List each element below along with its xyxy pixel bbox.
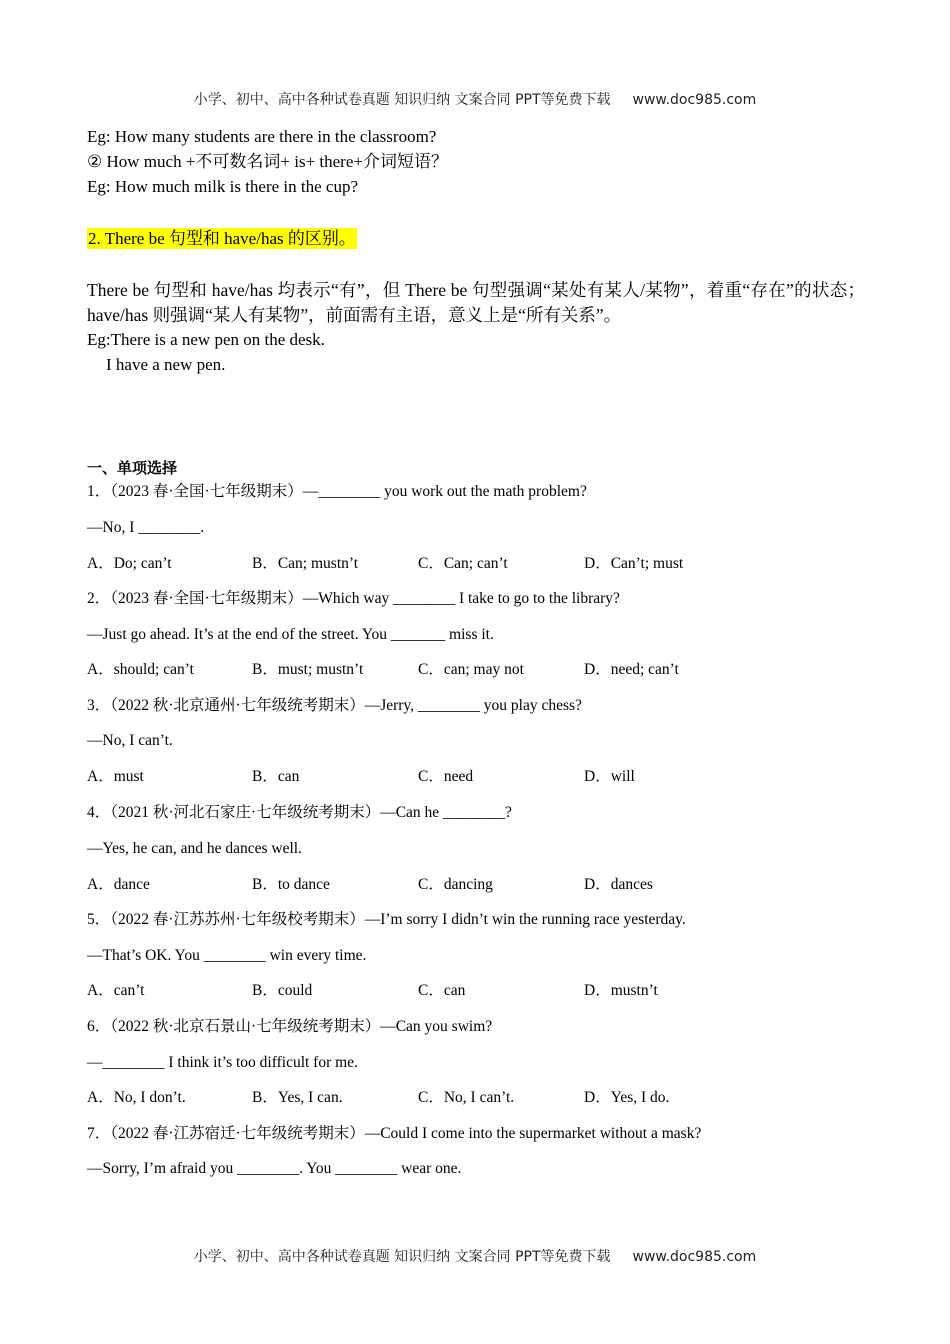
q3-option-a: A．must <box>87 768 144 785</box>
page-footer <box>0 1246 950 1266</box>
question-6-answer: —________ I think it’s too difficult for me. <box>87 1054 358 1071</box>
q6-option-b: B．Yes, I can. <box>252 1089 343 1106</box>
question-3: 3．（2022 秋·北京通州·七年级统考期末）—Jerry, ________ you play chess? <box>87 697 582 714</box>
question-1: 1．（2023 春·全国·七年级期末）—________ you work out the math problem? <box>87 483 587 500</box>
intro-line-1: Eg: How many students are there in the classroom? <box>87 127 437 146</box>
example-2: I have a new pen. <box>106 355 226 374</box>
q2-option-b: B．must; mustn’t <box>252 661 364 678</box>
q4-option-b: B．to dance <box>252 876 330 893</box>
intro-line-2: ② How much +不可数名词+ is+ there+介词短语？ <box>87 152 448 171</box>
q4-option-d: D．dances <box>584 876 653 893</box>
footer-url[interactable]: www.doc985.com <box>632 1249 757 1265</box>
q5-option-c: C．can <box>418 982 466 999</box>
q3-option-b: B．can <box>252 768 300 785</box>
question-2-answer: —Just go ahead. It’s at the end of the street. You _______ miss it. <box>87 626 494 643</box>
question-2: 2．（2023 春·全国·七年级期末）—Which way ________ I take to go to the library? <box>87 590 620 607</box>
question-6: 6．（2022 秋·北京石景山·七年级统考期末）—Can you swim? <box>87 1018 493 1035</box>
q5-option-b: B．could <box>252 982 313 999</box>
page-header <box>0 89 950 109</box>
question-5: 5．（2022 春·江苏苏州·七年级校考期末）—I’m sorry I didn’t win the running race yesterday. <box>87 911 686 928</box>
intro-line-3: Eg: How much milk is there in the cup? <box>87 177 358 196</box>
q3-option-d: D．will <box>584 768 635 785</box>
q1-option-a: A．Do; can’t <box>87 555 172 572</box>
header-url[interactable]: www.doc985.com <box>632 92 757 108</box>
header-text: 小学、初中、高中各种试卷真题 知识归纳 文案合同 PPT等免费下载 <box>193 92 611 108</box>
q1-option-c: C．Can; can’t <box>418 555 508 572</box>
section-title: 一、单项选择 <box>87 459 178 477</box>
question-5-answer: —That’s OK. You ________ win every time. <box>87 947 367 964</box>
question-3-answer: —No, I can’t. <box>87 732 173 749</box>
question-1-answer: —No, I ________. <box>87 519 205 536</box>
q6-option-a: A．No, I don’t. <box>87 1089 186 1106</box>
q6-option-d: D．Yes, I do. <box>584 1089 670 1106</box>
q5-option-d: D．mustn’t <box>584 982 658 999</box>
q4-option-c: C．dancing <box>418 876 493 893</box>
question-7-answer: —Sorry, I’m afraid you ________. You ________ wear one. <box>87 1160 462 1177</box>
example-1: Eg:There is a new pen on the desk. <box>87 330 325 349</box>
heading-2 <box>87 228 357 250</box>
q5-option-a: A．can’t <box>87 982 145 999</box>
q3-option-c: C．need <box>418 768 474 785</box>
q2-option-d: D．need; can’t <box>584 661 679 678</box>
explanation-paragraph: There be 句型和 have/has 均表示“有”，但 There be 句型强调“某处有某人/某物”，着重“存在”的状态；have/has 则强调“某人有某物”，前面需有主语，意义上是“所有关系”。 <box>87 280 865 325</box>
q1-option-d: D．Can’t; must <box>584 555 684 572</box>
question-4: 4．（2021 秋·河北石家庄·七年级统考期末）—Can he ________? <box>87 804 512 821</box>
q1-option-b: B．Can; mustn’t <box>252 555 359 572</box>
q4-option-a: A．dance <box>87 876 150 893</box>
heading-2-text: 2. There be 句型和 have/has 的区别。 <box>88 229 356 248</box>
q2-option-c: C．can; may not <box>418 661 524 678</box>
q2-option-a: A．should; can’t <box>87 661 194 678</box>
question-4-answer: —Yes, he can, and he dances well. <box>87 840 302 857</box>
footer-text: 小学、初中、高中各种试卷真题 知识归纳 文案合同 PPT等免费下载 <box>193 1249 611 1265</box>
q6-option-c: C．No, I can’t. <box>418 1089 515 1106</box>
question-7: 7．（2022 春·江苏宿迁·七年级统考期末）—Could I come into the supermarket without a mask? <box>87 1125 702 1142</box>
